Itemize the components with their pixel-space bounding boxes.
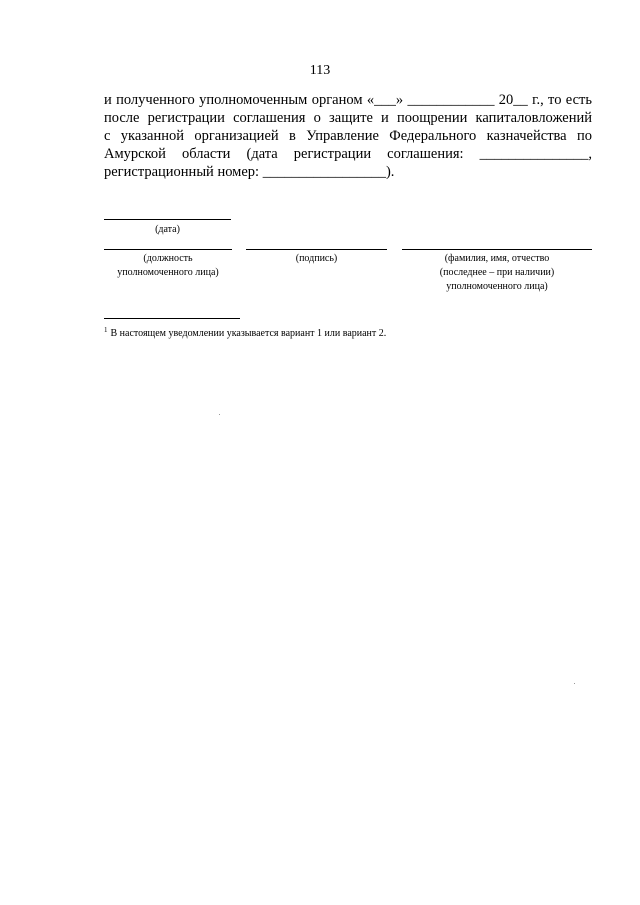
scan-speck xyxy=(574,683,575,684)
name-caption-line-2: (последнее – при наличии) xyxy=(439,267,555,278)
paragraph-line-4: Амурской области (дата регистрации соглашения: _______________, xyxy=(104,146,592,162)
footnote-marker: 1 xyxy=(104,326,108,334)
footnote-text: В настоящем уведомлении указывается вариант 1 или вариант 2. xyxy=(110,328,387,339)
paragraph-line-3: с указанной организацией в Управление Федерального казначейства по xyxy=(104,128,592,144)
footnote-separator xyxy=(104,318,240,319)
signature-line xyxy=(246,249,387,250)
signature-caption: (подпись) xyxy=(295,253,338,264)
footnote xyxy=(104,326,386,339)
position-caption-line-2: уполномоченного лица) xyxy=(117,267,219,278)
date-caption: (дата) xyxy=(155,224,180,235)
scan-speck xyxy=(219,414,220,415)
paragraph-line-2: после регистрации соглашения о защите и поощрении капиталовложений xyxy=(104,110,592,126)
date-line xyxy=(104,219,231,220)
paragraph-line-1: и полученного уполномоченным органом «___» ____________ 20__ г., то есть xyxy=(104,92,592,108)
paragraph-line-5: регистрационный номер: _________________). xyxy=(104,164,395,180)
position-line xyxy=(104,249,232,250)
name-caption-line-1: (фамилия, имя, отчество xyxy=(444,253,550,264)
name-line xyxy=(402,249,592,250)
name-caption-line-3: уполномоченного лица) xyxy=(446,281,548,292)
page-number: 113 xyxy=(309,63,331,78)
position-caption-line-1: (должность xyxy=(143,253,193,264)
